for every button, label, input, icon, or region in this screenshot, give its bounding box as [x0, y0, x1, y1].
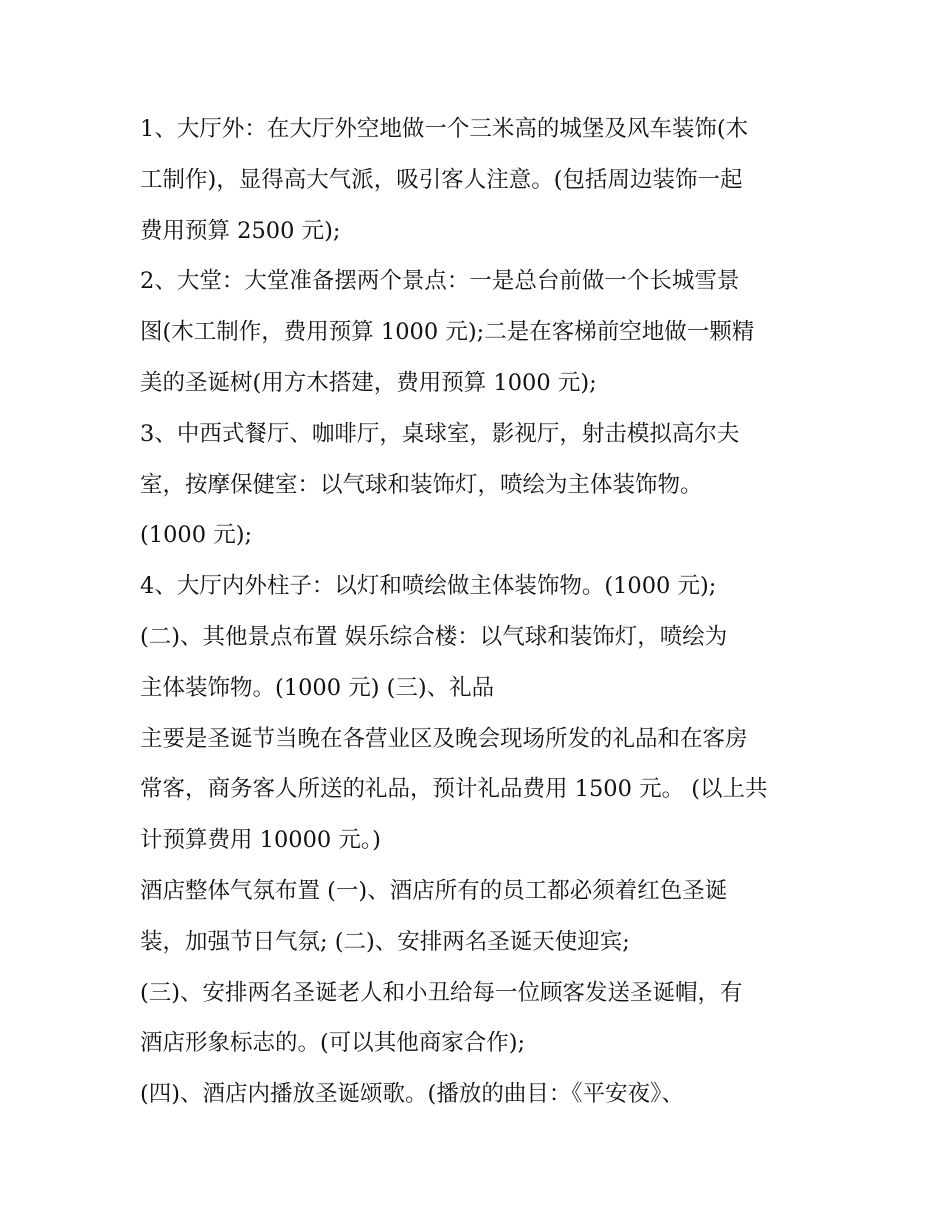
text-line-4: 2、大堂：大堂准备摆两个景点：一是总台前做一个长城雪景	[140, 268, 740, 295]
document-body	[140, 104, 820, 1120]
text-line-19: 酒店形象标志的。(可以其他商家合作);	[140, 1030, 526, 1057]
text-line-12: 主体装饰物。(1000 元) (三)、礼品	[140, 674, 495, 701]
text-line-2: 工制作)，显得高大气派，吸引客人注意。(包括周边装饰一起	[140, 166, 743, 193]
text-line-1: 1、大厅外：在大厅外空地做一个三米高的城堡及风车装饰(木	[140, 116, 749, 142]
text-line-9: (1000 元);	[140, 522, 253, 549]
text-line-10: 4、大厅内外柱子：以灯和喷绘做主体装饰物。(1000 元);	[140, 573, 717, 600]
text-line-14: 常客，商务客人所送的礼品，预计礼品费用 1500 元。 (以上共	[140, 776, 768, 803]
text-line-15: 计预算费用 10000 元。)	[140, 827, 381, 854]
text-line-18: (三)、安排两名圣诞老人和小丑给每一位顾客发送圣诞帽，有	[140, 979, 743, 1006]
text-line-20: (四)、酒店内播放圣诞颂歌。(播放的曲目：《平安夜》、	[140, 1081, 684, 1108]
text-line-17: 装，加强节日气氛; (二)、安排两名圣诞天使迎宾;	[140, 928, 630, 955]
text-line-16: 酒店整体气氛布置 (一)、酒店所有的员工都必须着红色圣诞	[140, 877, 728, 904]
text-line-6: 美的圣诞树(用方木搭建，费用预算 1000 元);	[140, 369, 597, 396]
text-line-11: (二)、其他景点布置 娱乐综合楼：以气球和装饰灯，喷绘为	[140, 623, 728, 650]
text-line-3: 费用预算 2500 元);	[140, 217, 341, 244]
text-line-13: 主要是圣诞节当晚在各营业区及晚会现场所发的礼品和在客房	[140, 725, 748, 752]
text-line-7: 3、中西式餐厅、咖啡厅，桌球室，影视厅，射击模拟高尔夫	[140, 420, 740, 447]
text-line-8: 室，按摩保健室：以气球和装饰灯，喷绘为主体装饰物。	[140, 471, 703, 498]
text-line-5: 图(木工制作，费用预算 1000 元);二是在客梯前空地做一颗精	[140, 319, 755, 346]
